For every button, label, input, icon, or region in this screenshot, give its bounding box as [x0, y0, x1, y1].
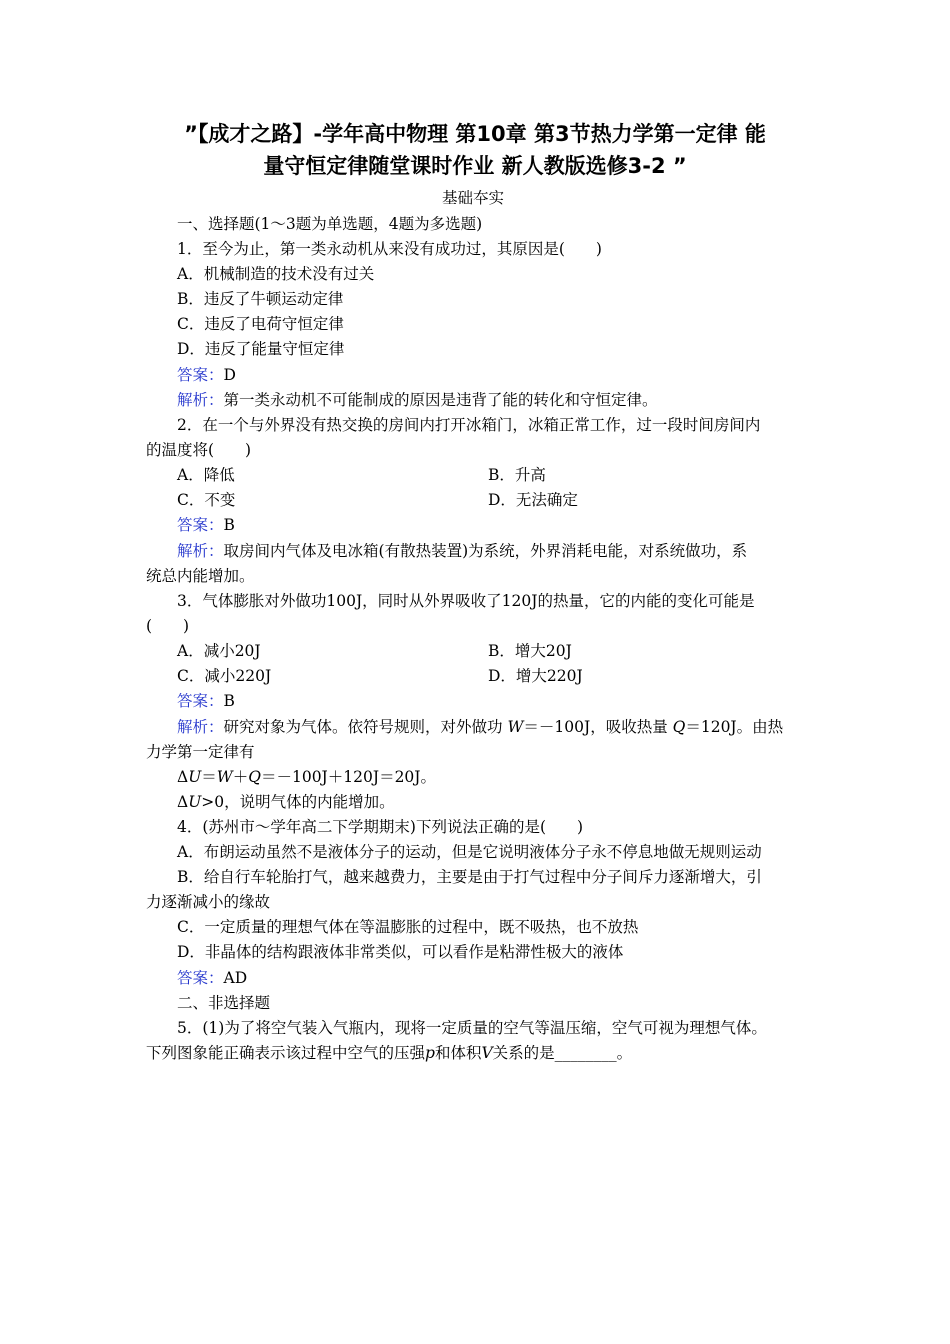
delta-symbol: Δ	[177, 768, 189, 786]
variable-p: p	[425, 1044, 435, 1062]
question-3-option-a: A．减小20J	[177, 642, 261, 660]
question-1-analysis	[177, 388, 658, 413]
variable-q: Q	[248, 768, 261, 786]
question-1-option-d: D．违反了能量守恒定律	[177, 340, 345, 358]
answer-value: B	[223, 692, 235, 710]
question-2-stem-line-2: 的温度将( )	[146, 441, 252, 459]
document-title-line-1: ”【成才之路】-学年高中物理 第10章 第3节热力学第一定律 能	[184, 122, 766, 146]
question-4-answer	[177, 966, 247, 991]
analysis-text: ＝120J。由热	[685, 718, 784, 736]
question-2-option-b: B．升高	[488, 466, 546, 484]
equation-rest: ＝－100J＋120J＝20J。	[260, 768, 437, 786]
answer-value: D	[223, 366, 236, 384]
question-4-option-a: A．布朗运动虽然不是液体分子的运动，但是它说明液体分子永不停息地做无规则运动	[177, 843, 762, 861]
delta-symbol: Δ	[177, 793, 189, 811]
analysis-label: 解析：	[177, 718, 224, 736]
variable-u: U	[188, 793, 202, 811]
question-4-option-c: C．一定质量的理想气体在等温膨胀的过程中，既不吸热，也不放热	[177, 918, 639, 936]
stem-text: 关系的是________。	[492, 1044, 633, 1062]
equals-sign: ＝	[201, 768, 217, 786]
variable-v: V	[481, 1044, 493, 1062]
question-3-option-d: D．增大220J	[488, 667, 583, 685]
question-2-option-d: D．无法确定	[488, 491, 578, 509]
question-1-option-b: B．违反了牛顿运动定律	[177, 290, 344, 308]
analysis-text: 取房间内气体及电冰箱(有散热装置)为系统，外界消耗电能，对系统做功，系	[223, 542, 748, 560]
question-1-option-a: A．机械制造的技术没有过关	[177, 265, 375, 283]
analysis-text: 研究对象为气体。依符号规则，对外做功	[223, 718, 508, 736]
stem-text: 和体积	[434, 1044, 482, 1062]
question-5-stem-line-1: 5．(1)为了将空气装入气瓶内，现将一定质量的空气等温压缩，空气可视为理想气体。	[177, 1019, 767, 1037]
question-3-stem-line-1: 3．气体膨胀对外做功100J，同时从外界吸收了120J的热量，它的内能的变化可能是	[177, 592, 755, 610]
question-3-conclusion	[177, 790, 395, 815]
answer-label: 答案：	[177, 366, 224, 384]
question-4-option-b-line-1: B．给自行车轮胎打气，越来越费力，主要是由于打气过程中分子间斥力逐渐增大，引	[177, 868, 762, 886]
analysis-label: 解析：	[177, 542, 224, 560]
answer-value: B	[223, 516, 235, 534]
question-1-stem: 1．至今为止，第一类永动机从来没有成功过，其原因是( )	[177, 240, 602, 258]
question-2-option-a: A．降低	[177, 466, 235, 484]
question-5-stem-line-2	[146, 1041, 632, 1066]
variable-u: U	[188, 768, 202, 786]
question-3-analysis-line-2: 力学第一定律有	[146, 743, 255, 761]
question-3-answer	[177, 689, 235, 714]
plus-sign: ＋	[232, 768, 249, 786]
answer-label: 答案：	[177, 516, 224, 534]
variable-w: W	[216, 768, 233, 786]
question-4-stem: 4．(苏州市～学年高二下学期期末)下列说法正确的是( )	[177, 818, 584, 836]
answer-label: 答案：	[177, 692, 224, 710]
section-heading-choice: 一、选择题(1～3题为单选题，4题为多选题)	[177, 215, 483, 233]
analysis-text: 第一类永动机不可能制成的原因是违背了能的转化和守恒定律。	[223, 391, 658, 409]
question-1-option-c: C．违反了电荷守恒定律	[177, 315, 344, 333]
variable-q: Q	[672, 718, 686, 736]
question-4-option-d: D．非晶体的结构跟液体非常类似，可以看作是粘滞性极大的液体	[177, 943, 624, 961]
section-subtitle: 基础夲实	[442, 189, 505, 207]
question-1-answer	[177, 363, 236, 388]
answer-value: AD	[223, 969, 248, 987]
conclusion-text: >0，说明气体的内能增加。	[201, 793, 395, 811]
document-title-line-2: 量守恒定律随堂课时作业 新人教版选修3-2 ”	[263, 154, 687, 178]
question-3-equation	[177, 765, 436, 790]
question-2-analysis-line-2: 统总内能增加。	[146, 567, 255, 585]
question-3-stem-line-2: ( )	[146, 617, 190, 635]
answer-label: 答案：	[177, 969, 224, 987]
question-2-option-c: C．不变	[177, 491, 236, 509]
question-4-option-b-line-2: 力逐渐减小的缘故	[146, 893, 271, 911]
question-2-answer	[177, 513, 235, 538]
variable-w: W	[507, 718, 524, 736]
question-2-analysis-line-1	[177, 539, 747, 564]
question-3-analysis-line-1	[177, 715, 783, 740]
stem-text: 下列图象能正确表示该过程中空气的压强	[146, 1044, 426, 1062]
question-3-option-b: B．增大20J	[488, 642, 572, 660]
analysis-text: ＝－100J，吸收热量	[523, 718, 673, 736]
question-2-stem-line-1: 2．在一个与外界没有热交换的房间内打开冰箱门，冰箱正常工作，过一段时间房间内	[177, 416, 761, 434]
analysis-label: 解析：	[177, 391, 224, 409]
section-heading-non-choice: 二、非选择题	[177, 994, 271, 1012]
question-3-option-c: C．减小220J	[177, 667, 272, 685]
